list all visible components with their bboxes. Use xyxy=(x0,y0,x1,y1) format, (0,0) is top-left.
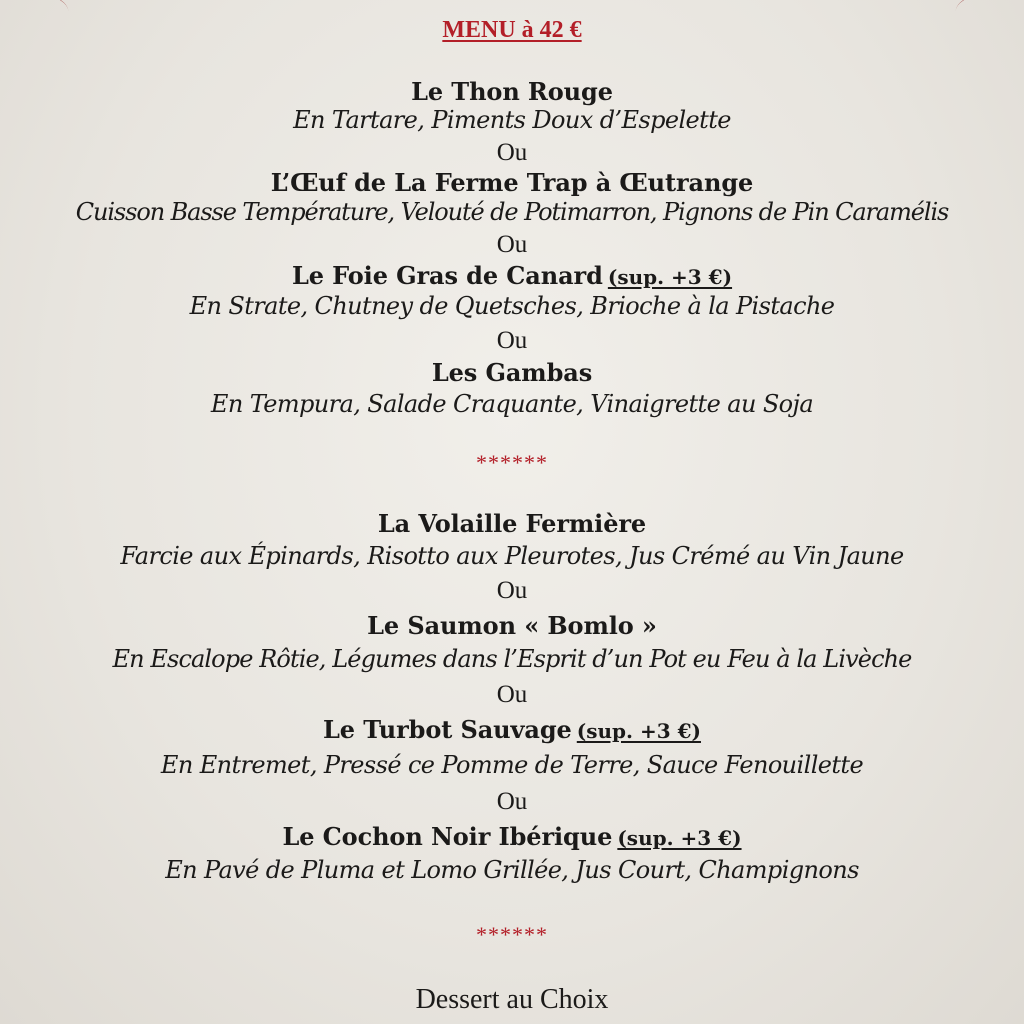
starter-2-name: L’Œuf de La Ferme Trap à Œutrange xyxy=(270,168,754,197)
starter-4-description: En Tempura, Salade Craquante, Vinaigrette au Soja xyxy=(210,390,814,418)
menu-title: MENU à 42 € xyxy=(442,17,582,43)
starter-3 xyxy=(0,261,1024,290)
main-1-description: Farcie aux Épinards, Risotto aux Pleurotes, Jus Crémé au Vin Jaune xyxy=(120,542,904,570)
main-3 xyxy=(0,715,1024,744)
main-4-supplement: (sup. +3 €) xyxy=(617,826,742,850)
or-separator: Ou xyxy=(496,139,528,166)
starter-3-supplement: (sup. +3 €) xyxy=(607,265,733,289)
main-3-name: Le Turbot Sauvage xyxy=(323,715,572,744)
main-4 xyxy=(0,822,1024,851)
section-separator: ****** xyxy=(476,922,548,947)
starter-1-name: Le Thon Rouge xyxy=(411,77,613,106)
dessert-line: Dessert au Choix xyxy=(415,984,609,1015)
section-separator: ****** xyxy=(476,450,548,475)
main-3-description: En Entremet, Pressé ce Pomme de Terre, Sauce Fenouillette xyxy=(160,751,864,779)
main-1-name: La Volaille Fermière xyxy=(377,509,647,538)
or-separator: Ou xyxy=(496,577,528,604)
main-2-name: Le Saumon « Bomlo » xyxy=(367,611,657,640)
starter-2-description: Cuisson Basse Température, Velouté de Potimarron, Pignons de Pin Caramélis xyxy=(75,198,949,226)
starter-4-name: Les Gambas xyxy=(431,358,593,387)
or-separator: Ou xyxy=(496,681,528,708)
starter-1-description: En Tartare, Piments Doux d’Espelette xyxy=(293,106,731,134)
starter-3-name: Le Foie Gras de Canard xyxy=(291,261,603,290)
main-4-name: Le Cochon Noir Ibérique xyxy=(282,822,613,851)
or-separator: Ou xyxy=(496,788,528,815)
main-3-supplement: (sup. +3 €) xyxy=(576,719,701,743)
or-separator: Ou xyxy=(496,231,528,258)
main-2-description: En Escalope Rôtie, Légumes dans l’Esprit d’un Pot eu Feu à la Livèche xyxy=(112,645,912,673)
starter-3-description: En Strate, Chutney de Quetsches, Brioche à la Pistache xyxy=(189,292,835,320)
main-4-description: En Pavé de Pluma et Lomo Grillée, Jus Court, Champignons xyxy=(165,856,859,884)
or-separator: Ou xyxy=(496,327,528,354)
